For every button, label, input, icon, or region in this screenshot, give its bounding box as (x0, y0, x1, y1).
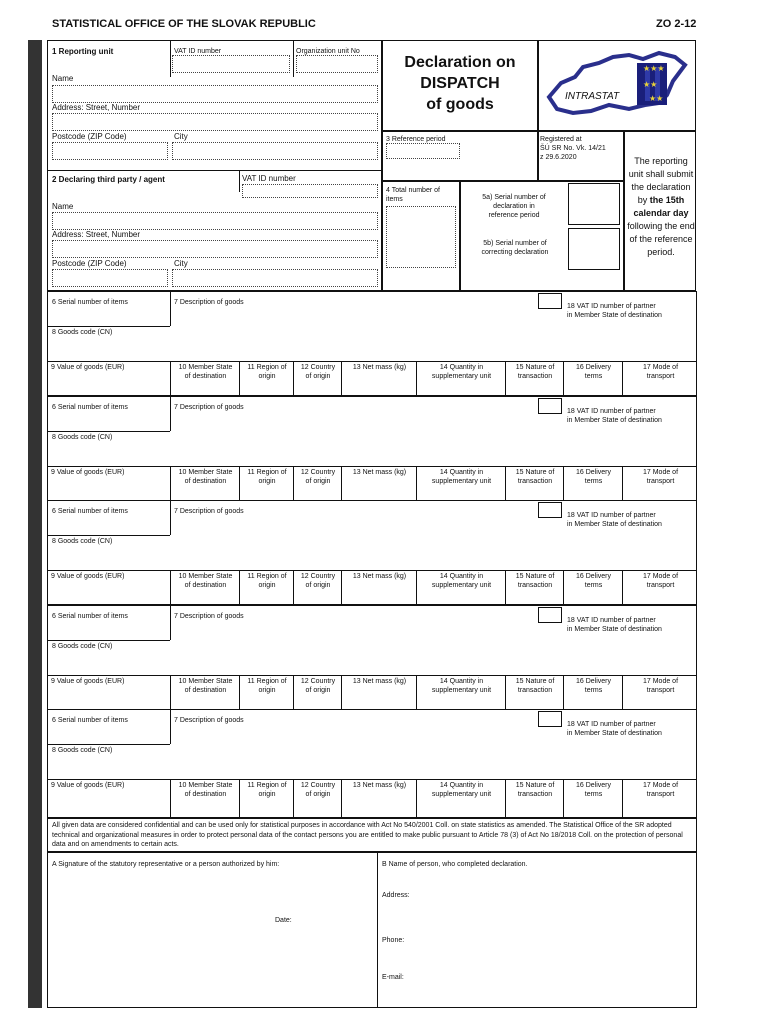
svg-text:★★: ★★ (649, 94, 664, 103)
value-label: 9 Value of goods (EUR) (51, 469, 125, 476)
vat-partner-label: 18 VAT ID number of partner in Member State of destination (567, 721, 662, 737)
third-party-name-label: Name (52, 202, 74, 211)
divider (416, 779, 417, 818)
nature-label: 15 Nature of transaction (515, 678, 555, 694)
delivery-label: 16 Delivery terms (575, 364, 611, 380)
divider (622, 361, 623, 396)
reference-period-label: 3 Reference period (386, 136, 446, 143)
nature-label: 15 Nature of transaction (515, 782, 555, 798)
slovakia-map-icon (539, 41, 695, 130)
region-label: 11 Region of origin (247, 782, 287, 798)
divider (47, 675, 697, 676)
divider (170, 291, 171, 326)
delivery-label: 16 Delivery terms (575, 469, 611, 485)
reporting-unit-title: 1 Reporting unit (52, 47, 114, 56)
goods-code-label: 8 Goods code (CN) (52, 538, 113, 545)
reporting-name-field[interactable] (52, 85, 378, 103)
quantity-label: 14 Quantity in supplementary unit (431, 573, 492, 589)
org-unit-field[interactable] (296, 55, 378, 73)
net-mass-label: 13 Net mass (kg) (352, 678, 407, 685)
divider (170, 361, 171, 396)
value-label: 9 Value of goods (EUR) (51, 782, 125, 789)
divider (622, 570, 623, 605)
form-code: ZO 2-12 (656, 18, 697, 30)
member-state-label: 10 Member State of destination (178, 782, 233, 798)
contact-address-label: Address: (382, 892, 410, 899)
serial-5b-label: 5b) Serial number of correcting declaration (481, 240, 549, 256)
serial-items-label: 6 Serial number of items (52, 299, 128, 306)
divider (47, 570, 697, 571)
value-label: 9 Value of goods (EUR) (51, 678, 125, 685)
transport-label: 17 Mode of transport (642, 678, 679, 694)
reporting-postcode-field[interactable] (52, 142, 168, 160)
divider (47, 744, 170, 745)
member-state-label: 10 Member State of destination (178, 364, 233, 380)
third-party-city-label: City (174, 259, 188, 268)
divider (416, 361, 417, 396)
divider (170, 466, 171, 501)
region-label: 11 Region of origin (247, 364, 287, 380)
description-field[interactable] (538, 711, 562, 727)
divider (505, 361, 506, 396)
reference-period-field[interactable] (386, 143, 460, 159)
deadline-note (626, 155, 696, 259)
left-margin-bar (28, 40, 42, 1008)
serial-items-label: 6 Serial number of items (52, 613, 128, 620)
divider (170, 675, 171, 710)
net-mass-label: 13 Net mass (kg) (352, 782, 407, 789)
third-party-address-label: Address: Street, Number (52, 230, 141, 239)
divider (170, 570, 171, 605)
city-label: City (174, 132, 188, 141)
address-label: Address: Street, Number (52, 103, 141, 112)
goods-code-label: 8 Goods code (CN) (52, 329, 113, 336)
email-label: E-mail: (382, 974, 404, 981)
member-state-label: 10 Member State of destination (178, 678, 233, 694)
total-items-label: 4 Total number of items (386, 187, 440, 203)
divider (239, 570, 240, 605)
date-label: Date: (275, 917, 292, 924)
divider (505, 466, 506, 501)
third-party-name-field[interactable] (52, 212, 378, 230)
quantity-label: 14 Quantity in supplementary unit (431, 364, 492, 380)
svg-text:★★: ★★ (643, 80, 658, 89)
declaration-line2: DISPATCH (420, 75, 500, 92)
country-origin-label: 12 Country of origin (300, 469, 336, 485)
divider (47, 640, 170, 641)
divider (293, 675, 294, 710)
vat-partner-label: 18 VAT ID number of partner in Member State of destination (567, 617, 662, 633)
delivery-label: 16 Delivery terms (575, 782, 611, 798)
description-field[interactable] (538, 398, 562, 414)
country-origin-label: 12 Country of origin (300, 364, 336, 380)
net-mass-label: 13 Net mass (kg) (352, 364, 407, 371)
divider (341, 466, 342, 501)
note-text-end: following the end of the reference period. (627, 221, 695, 257)
note-bold: the 15th calendar day (633, 195, 689, 218)
value-label: 9 Value of goods (EUR) (51, 573, 125, 580)
office-title: STATISTICAL OFFICE OF THE SLOVAK REPUBLIC (52, 18, 316, 30)
country-origin-label: 12 Country of origin (300, 573, 336, 589)
description-label: 7 Description of goods (174, 508, 244, 515)
signature-label: A Signature of the statutory representative or a person authorized by him: (52, 861, 280, 868)
divider (47, 326, 170, 327)
divider (622, 675, 623, 710)
description-field[interactable] (538, 293, 562, 309)
completed-by-label: B Name of person, who completed declaration. (382, 861, 528, 868)
org-unit-label: Organization unit No (296, 48, 360, 55)
divider (341, 779, 342, 818)
divider (47, 779, 697, 780)
value-label: 9 Value of goods (EUR) (51, 364, 125, 371)
divider (170, 709, 171, 744)
total-items-field[interactable] (386, 206, 456, 268)
divider (293, 570, 294, 605)
region-label: 11 Region of origin (247, 573, 287, 589)
divider (341, 675, 342, 710)
declaration-title-box (382, 40, 538, 131)
divider (239, 361, 240, 396)
signature-section (47, 852, 697, 1008)
description-field[interactable] (538, 502, 562, 518)
vat-partner-label: 18 VAT ID number of partner in Member State of destination (567, 512, 662, 528)
serial-items-label: 6 Serial number of items (52, 508, 128, 515)
divider (170, 779, 171, 818)
transport-label: 17 Mode of transport (642, 573, 679, 589)
net-mass-label: 13 Net mass (kg) (352, 469, 407, 476)
divider (293, 361, 294, 396)
svg-text:★★★: ★★★ (643, 64, 665, 73)
reporting-vat-field[interactable] (172, 55, 290, 73)
name-label: Name (52, 74, 74, 83)
declaration-line3: of goods (426, 96, 494, 113)
vat-partner-label: 18 VAT ID number of partner in Member State of destination (567, 408, 662, 424)
description-label: 7 Description of goods (174, 613, 244, 620)
divider (239, 466, 240, 501)
description-label: 7 Description of goods (174, 717, 244, 724)
serial-5a-field[interactable] (568, 183, 620, 225)
divider (563, 779, 564, 818)
divider (170, 396, 171, 431)
goods-code-label: 8 Goods code (CN) (52, 643, 113, 650)
intrastat-text: INTRASTAT (565, 91, 620, 102)
nature-label: 15 Nature of transaction (515, 573, 555, 589)
delivery-label: 16 Delivery terms (575, 573, 611, 589)
divider (416, 466, 417, 501)
postcode-label: Postcode (ZIP Code) (52, 132, 127, 141)
vat-id-label: VAT ID number (174, 48, 222, 55)
divider (505, 675, 506, 710)
divider (563, 466, 564, 501)
registered-text: Registered at ŠÚ SR No. Vk. 14/21 z 29.6.2020 (540, 136, 606, 161)
country-origin-label: 12 Country of origin (300, 678, 336, 694)
divider (293, 779, 294, 818)
region-label: 11 Region of origin (247, 678, 287, 694)
vat-partner-label: 18 VAT ID number of partner in Member State of destination (567, 303, 662, 319)
divider (170, 500, 171, 535)
quantity-label: 14 Quantity in supplementary unit (431, 469, 492, 485)
confidentiality-text: All given data are considered confidential and can be used only for statistical purposes in accordance with Act No 540/2001 Coll. on state statistics as amended. The Statistical Office of the SR adopted technical and organizational measures in order to protect personal data of the contact persons you are entitled to make public pursuant to Article 78 (3) of Act No 18/2018 Coll. on the protection of personal data and on amendments to certain acts. (52, 822, 683, 848)
divider (622, 466, 623, 501)
divider (563, 570, 564, 605)
serial-items-label: 6 Serial number of items (52, 404, 128, 411)
divider (563, 361, 564, 396)
serial-5b-field[interactable] (568, 228, 620, 270)
third-party-title: 2 Declaring third party / agent (52, 175, 165, 184)
country-origin-label: 12 Country of origin (300, 782, 336, 798)
divider (341, 361, 342, 396)
third-party-postcode-label: Postcode (ZIP Code) (52, 259, 127, 268)
serial-items-label: 6 Serial number of items (52, 717, 128, 724)
third-party-address-field[interactable] (52, 240, 378, 258)
nature-label: 15 Nature of transaction (515, 364, 555, 380)
description-field[interactable] (538, 607, 562, 623)
net-mass-label: 13 Net mass (kg) (352, 573, 407, 580)
divider (239, 779, 240, 818)
divider (47, 535, 170, 536)
nature-label: 15 Nature of transaction (515, 469, 555, 485)
phone-label: Phone: (382, 937, 405, 944)
transport-label: 17 Mode of transport (642, 782, 679, 798)
description-label: 7 Description of goods (174, 299, 244, 306)
member-state-label: 10 Member State of destination (178, 469, 233, 485)
divider (47, 466, 697, 467)
transport-label: 17 Mode of transport (642, 469, 679, 485)
divider (416, 570, 417, 605)
divider (47, 431, 170, 432)
delivery-label: 16 Delivery terms (575, 678, 611, 694)
divider (505, 570, 506, 605)
divider (47, 361, 697, 362)
divider (341, 570, 342, 605)
note-text: The reporting unit shall submit the declaration by (628, 156, 694, 205)
reporting-address-field[interactable] (52, 113, 378, 131)
third-party-vat-field[interactable] (242, 184, 378, 198)
serial-5a-label: 5a) Serial number of declaration in reference period (482, 194, 546, 219)
third-party-city-field[interactable] (172, 269, 378, 287)
divider (416, 675, 417, 710)
declaration-line1: Declaration on (404, 54, 516, 71)
divider (505, 779, 506, 818)
transport-label: 17 Mode of transport (642, 364, 679, 380)
divider (563, 675, 564, 710)
third-party-vat-label: VAT ID number (242, 174, 296, 183)
quantity-label: 14 Quantity in supplementary unit (431, 782, 492, 798)
third-party-postcode-field[interactable] (52, 269, 168, 287)
reporting-city-field[interactable] (172, 142, 378, 160)
divider (170, 605, 171, 640)
region-label: 11 Region of origin (247, 469, 287, 485)
goods-code-label: 8 Goods code (CN) (52, 434, 113, 441)
divider (622, 779, 623, 818)
intrastat-logo (538, 40, 696, 131)
divider (239, 675, 240, 710)
goods-code-label: 8 Goods code (CN) (52, 747, 113, 754)
description-label: 7 Description of goods (174, 404, 244, 411)
divider (293, 466, 294, 501)
member-state-label: 10 Member State of destination (178, 573, 233, 589)
quantity-label: 14 Quantity in supplementary unit (431, 678, 492, 694)
